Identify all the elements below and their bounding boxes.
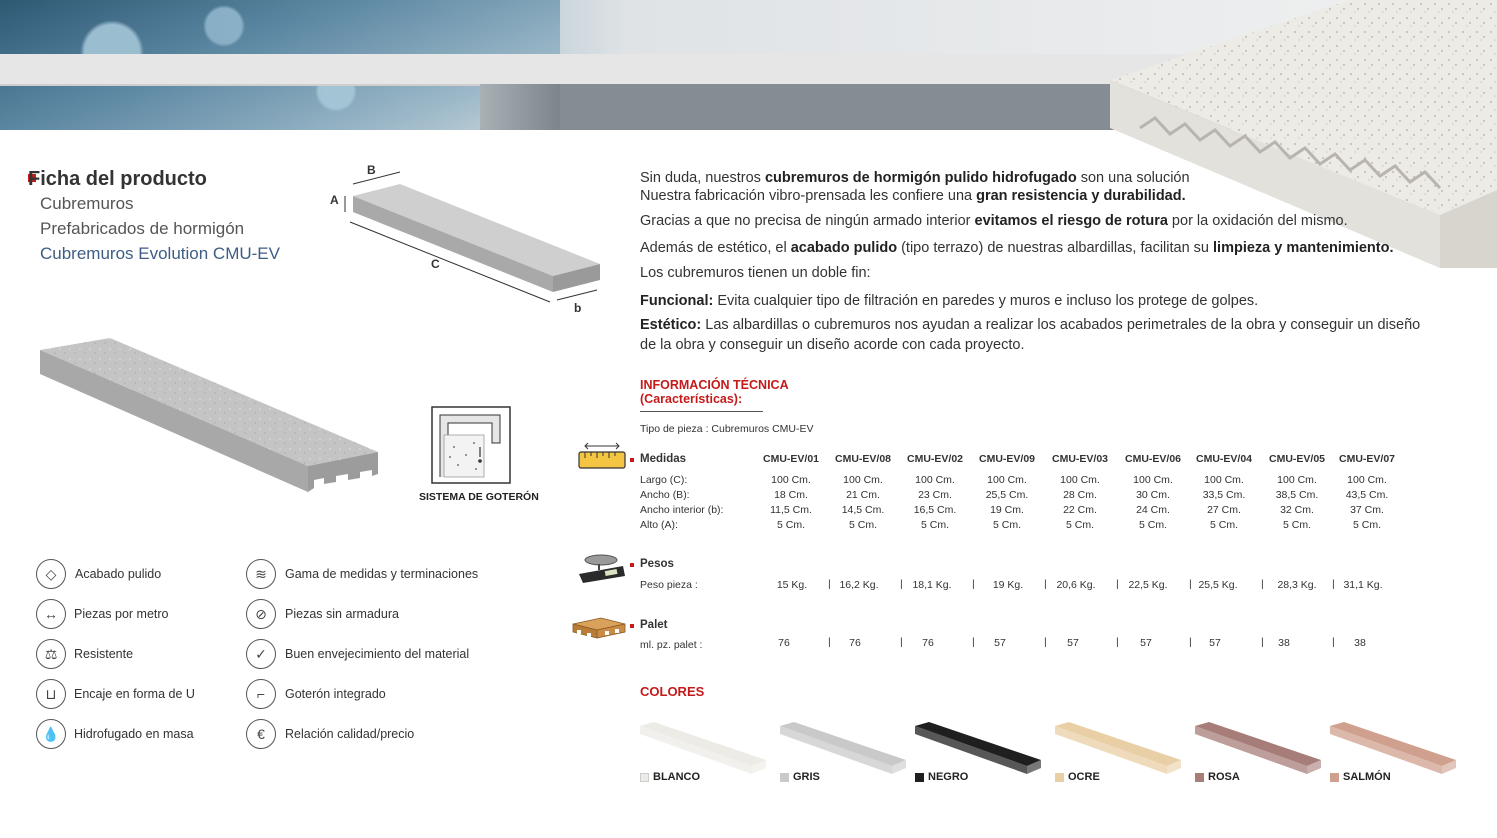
intro-line-4: Además de estético, el acabado pulido (tipo terrazo) de nuestras albardillas, facilitan su limpieza y mantenimiento.	[640, 240, 1394, 256]
column-separator: |	[828, 636, 831, 648]
drip-edge-icon: ⌐	[246, 679, 276, 709]
dimension-diagram	[325, 160, 615, 320]
column-header: CMU-EV/05	[1268, 453, 1325, 465]
column-separator: |	[1044, 578, 1047, 590]
piece-type: Tipo de pieza : Cubremuros CMU-EV	[640, 423, 814, 435]
feature-label: Resistente	[74, 647, 134, 661]
column-separator: |	[1189, 578, 1192, 590]
drip-system-diagram	[430, 405, 514, 485]
weight-cell: 18,1 Kg.	[912, 579, 952, 591]
feature-label: Goterón integrado	[285, 687, 386, 701]
pool-wall-image	[480, 84, 560, 130]
table-cell: 100 Cm.	[1204, 474, 1244, 486]
table-cell: 100 Cm.	[987, 474, 1027, 486]
euro-icon: €	[246, 719, 276, 749]
u-shape-icon: ⊔	[36, 679, 66, 709]
column-header: CMU-EV/04	[1195, 453, 1252, 465]
table-cell: 5 Cm.	[848, 519, 877, 531]
table-cell: 30 Cm.	[1136, 489, 1170, 501]
table-cell: 33,5 Cm.	[1202, 489, 1246, 501]
table-cell: 43,5 Cm.	[1345, 489, 1389, 501]
page-title: Ficha del producto	[28, 168, 207, 190]
table-cell: 23 Cm.	[918, 489, 952, 501]
row-label-alto: Alto (A):	[640, 519, 678, 531]
column-separator: |	[972, 636, 975, 648]
table-cell: 21 Cm.	[846, 489, 880, 501]
table-cell: 5 Cm.	[1138, 519, 1167, 531]
table-cell: 24 Cm.	[1136, 504, 1170, 516]
color-name: SALMÓN	[1343, 771, 1391, 783]
pallet-cell: 76	[849, 637, 861, 649]
weight-cell: 28,3 Kg.	[1277, 579, 1317, 591]
weight-cell: 16,2 Kg.	[839, 579, 879, 591]
column-header: CMU-EV/07	[1338, 453, 1395, 465]
pallet-icon	[571, 616, 627, 642]
pallet-cell: 38	[1354, 637, 1366, 649]
weight-cell: 25,5 Kg.	[1198, 579, 1238, 591]
column-header: CMU-EV/03	[1051, 453, 1108, 465]
table-cell: 100 Cm.	[1277, 474, 1317, 486]
feature-label: Gama de medidas y terminaciones	[285, 567, 479, 581]
feature-label: Acabado pulido	[75, 567, 162, 581]
color-swatch	[640, 773, 649, 782]
tape-measure-icon	[577, 442, 627, 470]
color-swatch	[1195, 773, 1204, 782]
table-cell: 100 Cm.	[843, 474, 883, 486]
weight-cell: 19 Kg.	[992, 579, 1024, 591]
table-cell: 5 Cm.	[776, 519, 805, 531]
product-model: Cubremuros Evolution CMU-EV	[40, 244, 280, 263]
table-cell: 37 Cm.	[1350, 504, 1384, 516]
dim-label-B: B	[367, 163, 376, 177]
pesos-bullet	[630, 563, 634, 567]
color-swatch	[915, 773, 924, 782]
table-cell: 5 Cm.	[920, 519, 949, 531]
column-separator: |	[900, 578, 903, 590]
column-separator: |	[1044, 636, 1047, 648]
colors-heading: COLORES	[640, 684, 705, 699]
table-cell: 18 Cm.	[774, 489, 808, 501]
intro-line-8: de la obra y conseguir un diseño acorde con cada proyecto.	[640, 337, 1025, 353]
row-label-largo: Largo (C):	[640, 474, 688, 486]
tech-info-title: INFORMACIÓN TÉCNICA	[640, 378, 789, 392]
intro-line-7: Estético: Las albardillas o cubremuros nos ayudan a realizar los acabados perimetrales de la obra y conseguir un diseño	[640, 317, 1421, 333]
table-cell: 100 Cm.	[1133, 474, 1173, 486]
shield-check-icon: ✓	[246, 639, 276, 669]
pallet-cell: 57	[1140, 637, 1152, 649]
table-cell: 11,5 Cm.	[770, 504, 812, 516]
feature-label: Piezas por metro	[74, 607, 169, 621]
ruler-icon: ↔	[36, 599, 66, 629]
dim-label-b: b	[574, 301, 582, 315]
table-cell: 100 Cm.	[915, 474, 955, 486]
tech-info-heading	[640, 378, 789, 406]
palet-bullet	[630, 624, 634, 628]
table-cell: 22 Cm.	[1063, 504, 1097, 516]
table-cell: 16,5 Cm.	[913, 504, 957, 516]
weight-cell: 20,6 Kg.	[1056, 579, 1096, 591]
weight-cell: 15 Kg.	[776, 579, 808, 591]
column-separator: |	[1189, 636, 1192, 648]
column-separator: |	[828, 578, 831, 590]
product-slab-image	[38, 336, 383, 496]
weight-cell: 22,5 Kg.	[1128, 579, 1168, 591]
pesos-label: Pesos	[640, 558, 674, 570]
weight-cell: 31,1 Kg.	[1343, 579, 1383, 591]
row-label-ancho: Ancho (B):	[640, 489, 690, 501]
intro-line-3: Gracias a que no precisa de ningún armado interior evitamos el riesgo de rotura por la oxidación del mismo.	[640, 213, 1348, 229]
table-cell: 38,5 Cm.	[1275, 489, 1319, 501]
layers-icon: ≋	[246, 559, 276, 589]
column-header: CMU-EV/06	[1124, 453, 1181, 465]
color-name: ROSA	[1208, 771, 1240, 783]
pallet-cell: 57	[1067, 637, 1079, 649]
medidas-label: Medidas	[640, 453, 687, 465]
color-swatch	[1330, 773, 1339, 782]
drip-system-caption: SISTEMA DE GOTERÓN	[419, 491, 539, 503]
pallet-cell: 38	[1278, 637, 1290, 649]
column-separator: |	[972, 578, 975, 590]
table-cell: 14,5 Cm.	[841, 504, 885, 516]
intro-line-5: Los cubremuros tienen un doble fin:	[640, 265, 871, 281]
feature-label: Buen envejecimiento del material	[285, 647, 470, 661]
column-header: CMU-EV/08	[834, 453, 891, 465]
diamond-icon: ◇	[36, 559, 66, 589]
palet-label: Palet	[640, 619, 668, 631]
table-cell: 27 Cm.	[1207, 504, 1241, 516]
pallet-cell: 57	[994, 637, 1006, 649]
color-name: BLANCO	[653, 771, 701, 783]
row-label-palet: ml. pz. palet :	[640, 639, 703, 651]
scale-icon	[575, 552, 629, 584]
column-separator: |	[1261, 636, 1264, 648]
column-separator: |	[1332, 636, 1335, 648]
feature-label: Encaje en forma de U	[74, 687, 195, 701]
no-rebar-icon: ⊘	[246, 599, 276, 629]
intro-line-6: Funcional: Evita cualquier tipo de filtración en paredes y muros e incluso los protege de golpes.	[640, 293, 1259, 309]
pallet-cell: 76	[778, 637, 790, 649]
row-label-ancho-interior: Ancho interior (b):	[640, 504, 724, 516]
table-cell: 5 Cm.	[1065, 519, 1094, 531]
column-header: CMU-EV/09	[978, 453, 1035, 465]
column-separator: |	[900, 636, 903, 648]
table-cell: 5 Cm.	[1352, 519, 1381, 531]
row-label-peso: Peso pieza :	[640, 579, 698, 591]
column-separator: |	[1116, 636, 1119, 648]
table-cell: 19 Cm.	[990, 504, 1024, 516]
weight-icon: ⚖	[36, 639, 66, 669]
column-separator: |	[1261, 578, 1264, 590]
table-cell: 32 Cm.	[1280, 504, 1314, 516]
color-name: NEGRO	[928, 771, 969, 783]
pallet-cell: 76	[922, 637, 934, 649]
tech-heading-underline	[640, 411, 763, 412]
column-separator: |	[1116, 578, 1119, 590]
medidas-bullet	[630, 458, 634, 462]
feature-label: Piezas sin armadura	[285, 607, 399, 621]
product-family: Prefabricados de hormigón	[40, 219, 245, 238]
table-cell: 100 Cm.	[1347, 474, 1387, 486]
water-drop-icon: 💧	[36, 719, 66, 749]
table-cell: 5 Cm.	[1209, 519, 1238, 531]
pallet-cell: 57	[1209, 637, 1221, 649]
table-cell: 100 Cm.	[771, 474, 811, 486]
color-name: GRIS	[793, 771, 820, 783]
feature-label: Hidrofugado en masa	[74, 727, 194, 741]
dim-label-A: A	[330, 193, 339, 207]
table-cell: 100 Cm.	[1060, 474, 1100, 486]
product-category: Cubremuros	[40, 194, 134, 213]
color-swatch	[1055, 773, 1064, 782]
dim-label-C: C	[431, 257, 440, 271]
color-name: OCRE	[1068, 771, 1100, 783]
table-cell: 28 Cm.	[1063, 489, 1097, 501]
column-separator: |	[1332, 578, 1335, 590]
intro-line-1: Sin duda, nuestros cubremuros de hormigón pulido hidrofugado son una solución	[640, 170, 1190, 186]
column-header: CMU-EV/02	[906, 453, 963, 465]
tech-info-subtitle: (Características):	[640, 392, 743, 406]
column-header: CMU-EV/01	[762, 453, 819, 465]
intro-line-2: Nuestra fabricación vibro-prensada les confiere una gran resistencia y durabilidad.	[640, 188, 1186, 204]
table-cell: 25,5 Cm.	[985, 489, 1029, 501]
table-cell: 5 Cm.	[992, 519, 1021, 531]
color-swatch	[780, 773, 789, 782]
table-cell: 5 Cm.	[1282, 519, 1311, 531]
feature-label: Relación calidad/precio	[285, 727, 415, 741]
